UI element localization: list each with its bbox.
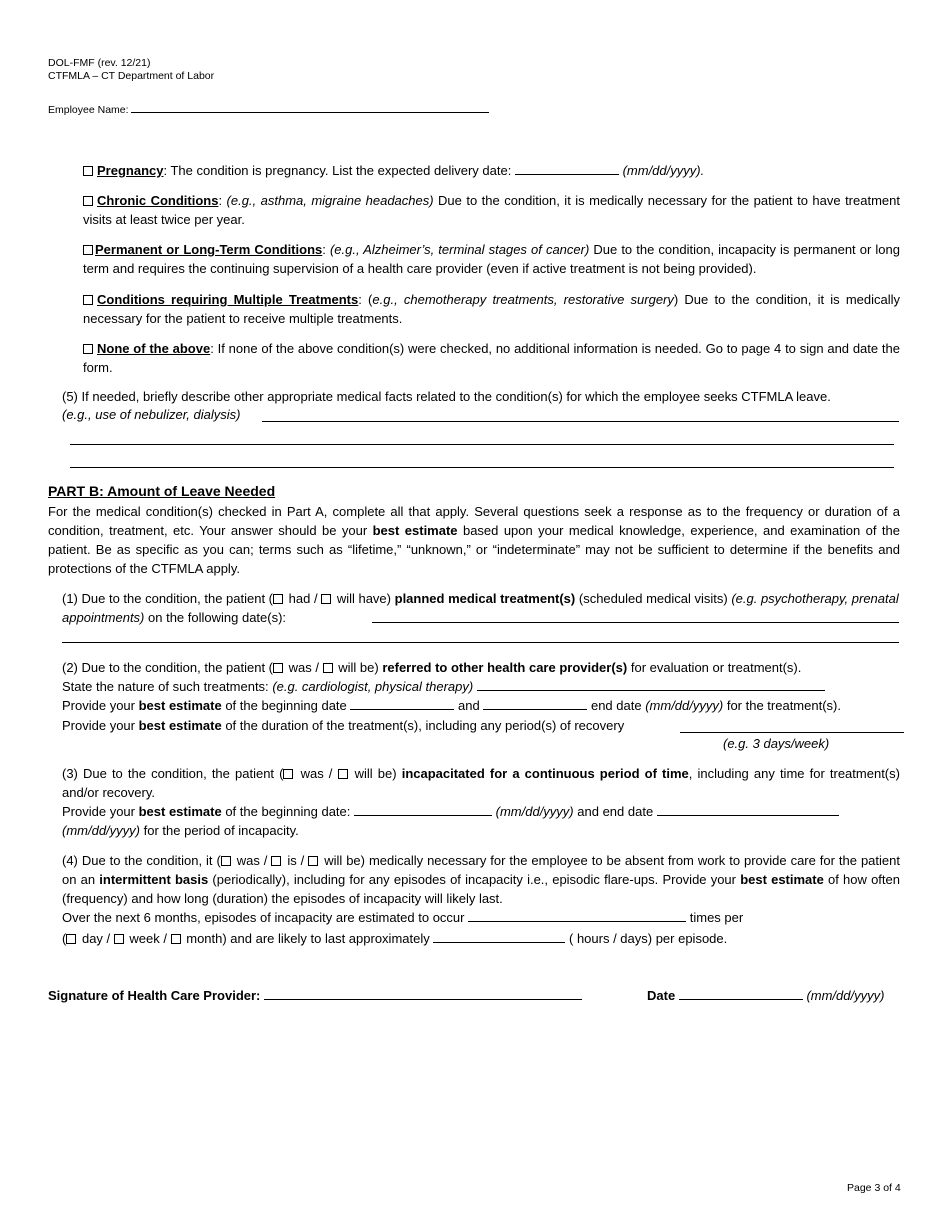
delivery-date-field[interactable] [515, 162, 619, 175]
signature-label: Signature of Health Care Provider: [48, 988, 261, 1003]
pregnancy-text: : The condition is pregnancy. List the expected delivery date: [163, 163, 512, 178]
multiple-examples: e.g., chemotherapy treatments, restorative surgery [372, 292, 674, 307]
part-b-intro-bold: best estimate [372, 523, 458, 538]
signature-row [48, 986, 582, 1005]
q1-had-checkbox[interactable] [273, 594, 283, 604]
q3-was-checkbox[interactable] [283, 769, 293, 779]
q4-option-is: is / [287, 853, 305, 868]
employee-name-label: Employee Name: [48, 104, 129, 116]
q2-duration-example: (e.g. 3 days/week) [723, 736, 830, 751]
q1-detail: (scheduled medical visits) [578, 591, 728, 606]
q4-day-checkbox[interactable] [66, 934, 76, 944]
part-b-intro-text-2: based upon your medical knowledge, experience, and examination of the patient. Be as specific as you can; terms such as “lifetime,” “unknown,” or “indeterminate” may not be sufficient to determine if the benefits and protections of the CTFMLA apply. [48, 523, 900, 576]
q3-option-will-be: will be) [354, 766, 397, 781]
pregnancy-title: Pregnancy [97, 163, 164, 178]
q4-best-estimate: best estimate [740, 872, 824, 887]
q3-date-format-2: (mm/dd/yyyy) [62, 823, 140, 838]
q4-week-checkbox[interactable] [114, 934, 124, 944]
q2-duration-example-row [723, 734, 829, 753]
q3-dates-row [62, 802, 902, 821]
q4-text-1: medically necessary for the employee to be absent from work to provide care for the patient on an [62, 853, 900, 887]
none-title: None of the above [97, 341, 211, 356]
employee-name-row [48, 103, 489, 117]
signature-field[interactable] [264, 987, 582, 1000]
q5-answer-line-1[interactable] [262, 421, 899, 422]
permanent-title: Permanent or Long-Term Conditions [95, 242, 323, 257]
q4-intro: (4) Due to the condition, it ( [62, 853, 221, 868]
permanent-examples: (e.g., Alzheimer’s, terminal stages of cancer) [329, 242, 590, 257]
permanent-checkbox[interactable] [83, 245, 93, 255]
q2-duration-label: of the duration of the treatment(s), including any period(s) of recovery [225, 718, 625, 733]
q4-text-2: (periodically), including for any episodes of incapacity i.e., episodic flare-ups. Provide your [212, 872, 736, 887]
q3-end-date-label: and end date [577, 804, 654, 819]
q1-dates-line-2[interactable] [62, 642, 899, 643]
q4-option-month: month) and are likely to last approximately [186, 931, 430, 946]
q1-bold: planned medical treatment(s) [394, 591, 576, 606]
q3-option-was: was / [300, 766, 333, 781]
q2-end-date-field[interactable] [483, 697, 587, 710]
q2-was-checkbox[interactable] [273, 663, 283, 673]
q3-bold: incapacitated for a continuous period of time [401, 766, 689, 781]
q4-per-episode: ( hours / days) per episode. [569, 931, 728, 946]
q3-period: for the period of incapacity. [143, 823, 299, 838]
q3-will-be-checkbox[interactable] [338, 769, 348, 779]
form-id: DOL-FMF (rev. 12/21) [48, 57, 151, 69]
part-b-intro [48, 502, 900, 578]
pregnancy-checkbox[interactable] [83, 166, 93, 176]
q3-period-row [62, 821, 299, 840]
q4-over-label: Over the next 6 months, episodes of incapacity are estimated to occur [62, 910, 465, 925]
pregnancy-option [83, 161, 900, 180]
q2-nature-label: State the nature of such treatments: [62, 679, 269, 694]
q3-detail: , including any time for treatment(s) and/or recovery. [62, 766, 900, 800]
q4-text-3: of how often (frequency) and how long (duration) the episodes of incapacity will likely last. [62, 872, 900, 906]
q2-duration-row [62, 716, 682, 735]
q4-duration-field[interactable] [433, 930, 565, 943]
q2-nature-row [62, 677, 902, 696]
q2-duration-field[interactable] [680, 732, 904, 733]
q2-best-estimate: best estimate [138, 698, 222, 713]
q5-answer-line-3[interactable] [70, 467, 894, 468]
q2-best-estimate-2: best estimate [138, 718, 222, 733]
q4-frequency-field[interactable] [468, 909, 686, 922]
q3-end-date-field[interactable] [657, 803, 839, 816]
q2-for-treatment: for the treatment(s). [726, 698, 841, 713]
q1-dates-label: on the following date(s): [148, 610, 287, 625]
signature-date-field[interactable] [679, 987, 803, 1000]
q2-detail: for evaluation or treatment(s). [630, 660, 802, 675]
none-checkbox[interactable] [83, 344, 93, 354]
part-b-intro-text-1: For the medical condition(s) checked in Part A, complete all that apply. Several questions seek a response as to the frequency or duration of a condition, treatment, etc. Your answer should be your [48, 504, 900, 538]
none-text: : If none of the above condition(s) were checked, no additional information is needed. Go to page 4 to sign and date the form. [83, 341, 900, 375]
q1-examples: (e.g. psychotherapy, prenatal appointments) [62, 591, 899, 625]
q3-date-format: (mm/dd/yyyy) [495, 804, 574, 819]
q5-text: If needed, briefly describe other appropriate medical facts related to the condition(s) for which the employee seeks CTFMLA leave. [81, 389, 831, 404]
question-2 [62, 658, 902, 677]
q3-best-estimate: best estimate [138, 804, 222, 819]
permanent-text: Due to the condition, incapacity is permanent or long term and requires the continuing supervision of a health care provider (even if active treatment is not being provided). [83, 242, 900, 276]
q2-will-be-checkbox[interactable] [323, 663, 333, 673]
chronic-examples: (e.g., asthma, migraine headaches) [226, 193, 434, 208]
q2-begin-date-label: of the beginning date [225, 698, 347, 713]
q3-begin-date-field[interactable] [354, 803, 492, 816]
q2-option-will-be: will be) [338, 660, 379, 675]
q2-option-was: was / [288, 660, 319, 675]
q4-option-was: was / [236, 853, 268, 868]
signature-date-row [647, 986, 884, 1005]
q4-month-checkbox[interactable] [171, 934, 181, 944]
q5-answer-line-2[interactable] [70, 444, 894, 445]
q5-examples: (e.g., use of nebulizer, dialysis) [62, 407, 241, 422]
part-b-heading: PART B: Amount of Leave Needed [48, 483, 276, 499]
multiple-checkbox[interactable] [83, 295, 93, 305]
multiple-option: Conditions requiring Multiple Treatments: (e.g., chemotherapy treatments, restorative surgery) Due to the condition, it is medically necessary for the patient to receive multiple treatments. [83, 292, 901, 326]
q1-option-will-have: will have) [336, 591, 391, 606]
employee-name-field[interactable] [131, 103, 489, 113]
q4-is-checkbox[interactable] [271, 856, 281, 866]
none-option [83, 339, 900, 377]
q3-provide: Provide your [62, 804, 135, 819]
q2-end-date-label: end date [590, 698, 642, 713]
multiple-title: Conditions requiring Multiple Treatments [97, 292, 359, 307]
q2-nature-examples: (e.g. cardiologist, physical therapy) [272, 679, 474, 694]
signature-date-format: (mm/dd/yyyy) [806, 988, 885, 1003]
agency-name: CTFMLA – CT Department of Labor [48, 70, 215, 83]
question-5 [62, 387, 902, 406]
q4-frequency-row [62, 908, 902, 927]
q4-will-be-checkbox[interactable] [308, 856, 318, 866]
q3-begin-date-label: of the beginning date: [225, 804, 351, 819]
form-header [48, 57, 214, 83]
question-3 [62, 764, 900, 802]
chronic-text: Due to the condition, it is medically necessary for the patient to have treatment visits at least twice per year. [83, 193, 900, 227]
q1-dates-line-1[interactable] [372, 622, 899, 623]
q2-intro: (2) Due to the condition, the patient ( [62, 660, 274, 675]
q4-times-per: times per [689, 910, 744, 925]
q2-nature-field[interactable] [477, 678, 825, 691]
q2-bold: referred to other health care provider(s) [382, 660, 628, 675]
q3-intro: (3) Due to the condition, the patient ( [62, 766, 284, 781]
question-4 [62, 851, 900, 908]
q4-option-week: week / [129, 931, 167, 946]
multiple-text: Due to the condition, it is medically necessary for the patient to receive multiple treatments. [83, 292, 901, 326]
q2-dates-row [62, 696, 907, 715]
q2-provide-2: Provide your [62, 718, 135, 733]
q4-option-will-be: will be) [324, 853, 365, 868]
page-number: Page 3 of 4 [847, 1182, 901, 1194]
q5-examples-row [62, 405, 240, 424]
q1-will-have-checkbox[interactable] [321, 594, 331, 604]
q2-and: and [458, 698, 480, 713]
q2-provide: Provide your [62, 698, 135, 713]
q5-number: (5) [62, 389, 78, 404]
q4-bold: intermittent basis [99, 872, 209, 887]
pregnancy-date-format: (mm/dd/yyyy). [622, 163, 705, 178]
signature-date-label: Date [647, 988, 676, 1003]
q4-option-day: day / [81, 931, 111, 946]
q4-was-checkbox[interactable] [221, 856, 231, 866]
chronic-option: Chronic Conditions: (e.g., asthma, migraine headaches) Due to the condition, it is medically necessary for the patient to have treatment visits at least twice per year. [83, 193, 900, 227]
chronic-checkbox[interactable] [83, 196, 93, 206]
q4-duration-row: ( day / week / month) and are likely to last approximately ( hours / days) per episode. [62, 931, 728, 946]
q1-intro: (1) Due to the condition, the patient ( [62, 591, 274, 606]
q2-begin-date-field[interactable] [350, 697, 454, 710]
chronic-title: Chronic Conditions [97, 193, 219, 208]
permanent-option: Permanent or Long-Term Conditions: (e.g., Alzheimer’s, terminal stages of cancer) Due to the condition, incapacity is permanent or long term and requires the continuing supervision of a health care provider (even if active treatment is not being provided). [83, 242, 900, 276]
q1-option-had: had / [288, 591, 318, 606]
q2-date-format: (mm/dd/yyyy) [645, 698, 724, 713]
